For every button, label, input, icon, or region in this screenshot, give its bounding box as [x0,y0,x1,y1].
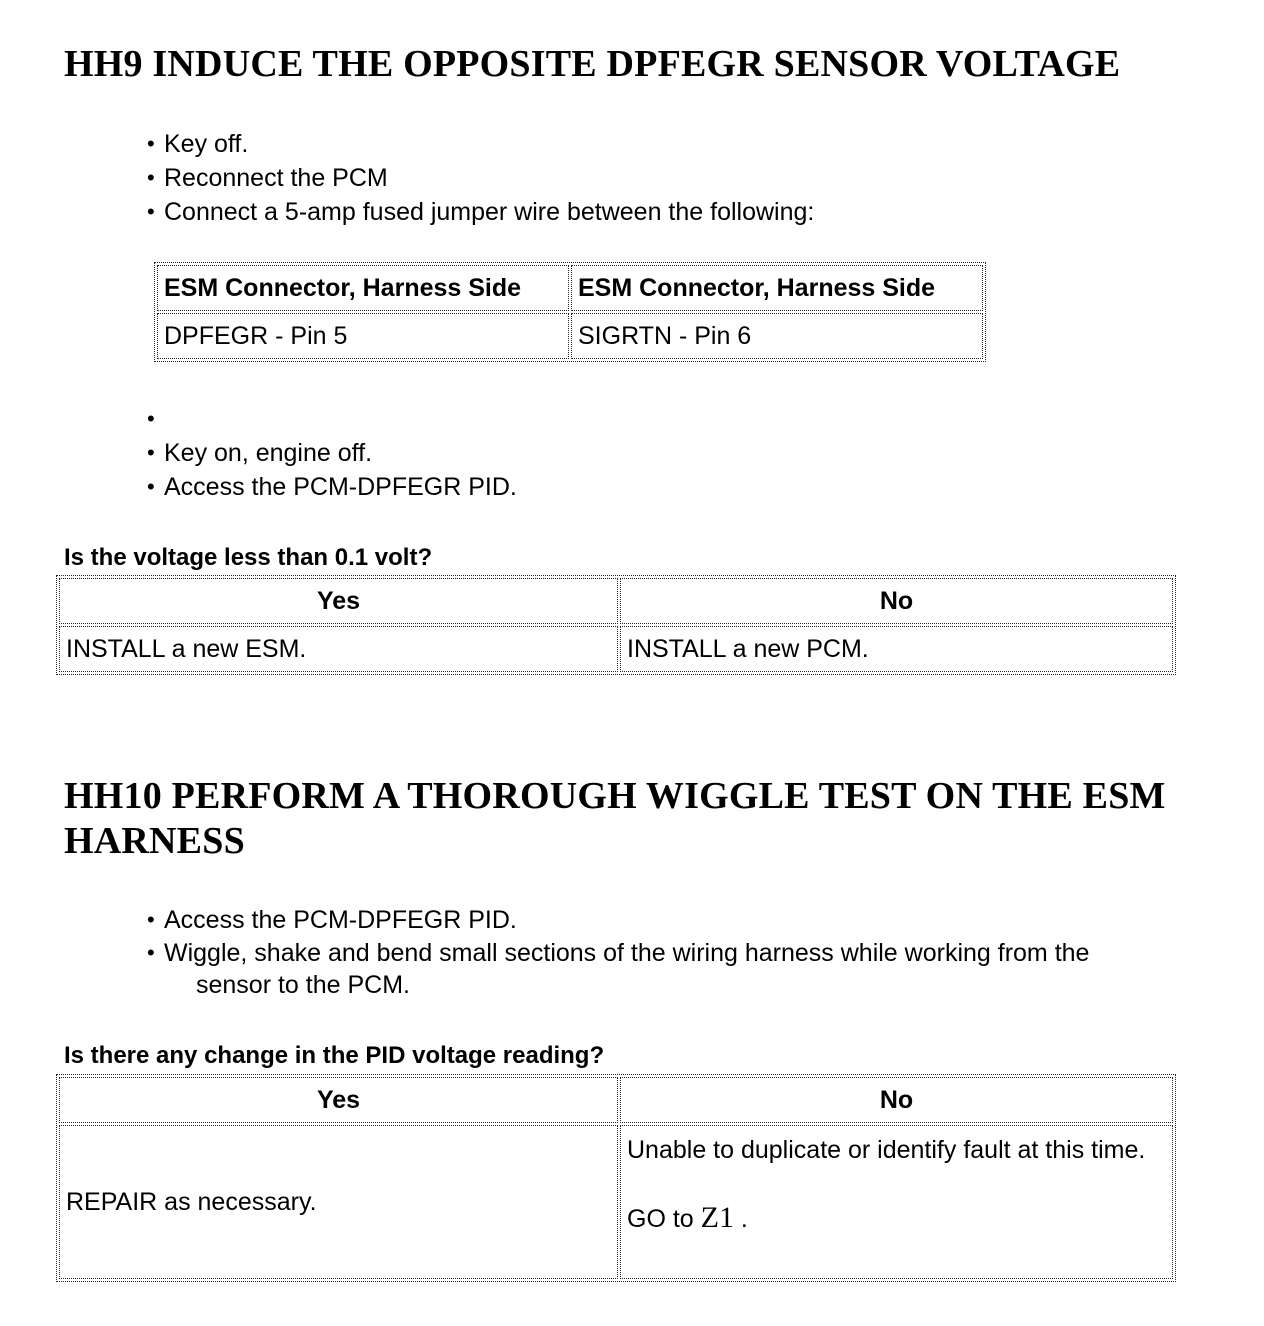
list-item [146,903,1256,937]
bullet-icon: • [147,131,155,156]
no-action-cell [620,1125,1173,1279]
yes-no-table [56,1074,1176,1282]
table-header-row [59,578,1173,624]
step-list [146,127,814,229]
table-header-row [157,265,983,311]
table-cell: SIGRTN - Pin 6 [571,313,983,359]
bullet-icon: • [147,440,155,465]
yes-no-table [56,575,1176,675]
test-question: Is the voltage less than 0.1 volt? [64,544,433,571]
no-action: INSTALL a new PCM. [620,626,1173,672]
step-text: Access the PCM-DPFEGR PID. [164,473,517,501]
step-text: Key off. [164,130,249,158]
list-item [146,195,814,229]
yes-action: INSTALL a new ESM. [59,626,618,672]
test-question: Is there any change in the PID voltage reading? [64,1042,605,1069]
step-text: Access the PCM-DPFEGR PID. [164,906,517,934]
connector-table [154,262,986,362]
list-item [146,402,517,436]
table-row [59,626,1173,672]
step-list [146,402,517,504]
yes-header: Yes [59,1077,618,1123]
step-text: Key on, engine off. [164,439,373,467]
bullet-icon: • [147,199,155,224]
table-row [59,1125,1173,1279]
list-item [146,161,814,195]
step-text-continued: sensor to the PCM. [196,971,410,999]
goto-prefix: GO to [627,1205,694,1233]
step-text: Wiggle, shake and bend small sections of the wiring harness while working from the [164,939,1090,967]
table-row [157,313,983,359]
table-cell: DPFEGR - Pin 5 [157,313,569,359]
step-text: Connect a 5-amp fused jumper wire between the following: [164,198,815,226]
bullet-icon: • [147,474,155,499]
step-list [146,903,1256,1001]
list-item [146,436,517,470]
step-text: Reconnect the PCM [164,164,388,192]
goto-instruction [627,1202,1166,1235]
list-item [146,127,814,161]
section-heading-hh9: HH9 INDUCE THE OPPOSITE DPFEGR SENSOR VOLTAGE [64,43,1121,85]
no-header: No [620,1077,1173,1123]
table-header-row [59,1077,1173,1123]
bullet-icon: • [147,406,155,431]
goto-suffix: . [740,1205,748,1233]
no-header: No [620,578,1173,624]
yes-header: Yes [59,578,618,624]
section-heading-hh10: HH10 PERFORM A THOROUGH WIGGLE TEST ON THE ESM HARNESS [64,775,1166,862]
list-item [146,937,1256,1001]
column-header: ESM Connector, Harness Side [157,265,569,311]
yes-action: REPAIR as necessary. [59,1125,618,1279]
list-item [146,470,517,504]
bullet-icon: • [147,165,155,190]
column-header: ESM Connector, Harness Side [571,265,983,311]
bullet-icon: • [147,907,155,932]
bullet-icon: • [147,940,155,965]
goto-z1-link[interactable]: Z1 [700,1201,734,1234]
no-action: Unable to duplicate or identify fault at this time. [627,1136,1146,1164]
